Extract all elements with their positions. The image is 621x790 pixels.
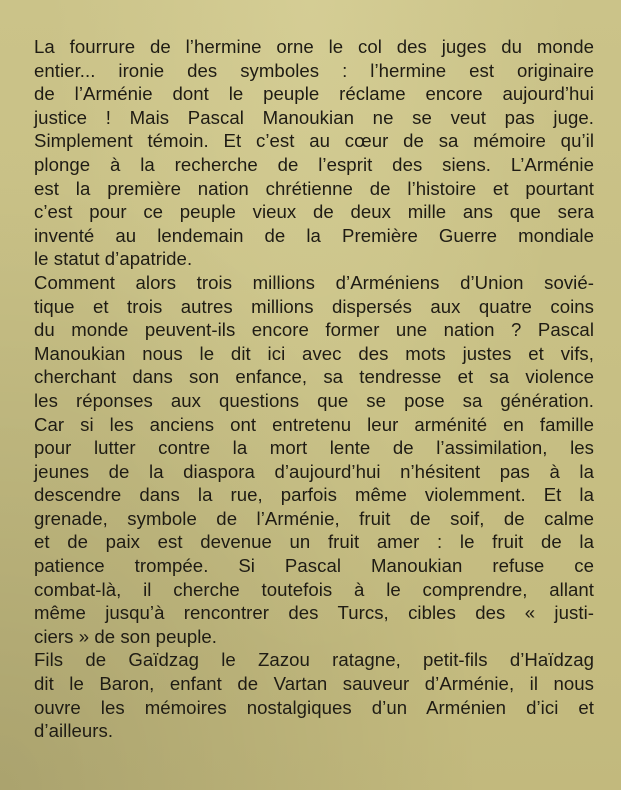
text-line: Manoukian nous le dit ici avec des mots justes et vifs,	[34, 342, 594, 364]
text-line: le statut d’apatride.	[34, 248, 193, 270]
text-line: dit le Baron, enfant de Vartan sauveur d’Arménie, il nous	[34, 673, 594, 695]
text-line: Fils de Gaïdzag le Zazou ratagne, petit-fils d’Haïdzag	[34, 649, 594, 671]
text-line: c’est pour ce peuple vieux de deux mille ans que sera	[34, 201, 594, 223]
text-line: patience trompée. Si Pascal Manoukian refuse ce	[34, 555, 594, 577]
text-line: même jusqu’à rencontrer des Turcs, cibles des « justi-	[34, 602, 594, 624]
text-line: combat-là, il cherche toutefois à le comprendre, allant	[34, 578, 594, 600]
blurb-text	[34, 35, 594, 743]
text-line: jeunes de la diaspora d’aujourd’hui n’hésitent pas à la	[34, 460, 594, 482]
text-line: entier... ironie des symboles : l’hermine est originaire	[34, 59, 594, 81]
text-line: grenade, symbole de l’Arménie, fruit de soif, de calme	[34, 507, 594, 529]
text-line: justice ! Mais Pascal Manoukian ne se veut pas juge.	[34, 106, 594, 128]
text-line: de l’Arménie dont le peuple réclame encore aujourd’hui	[34, 83, 594, 105]
text-line: tique et trois autres millions dispersés aux quatre coins	[34, 295, 594, 317]
text-line: et de paix est devenue un fruit amer : le fruit de la	[34, 531, 594, 553]
text-line: inventé au lendemain de la Première Guerre mondiale	[34, 224, 594, 246]
text-line: Comment alors trois millions d’Arméniens d’Union sovié-	[34, 271, 594, 293]
text-line: Car si les anciens ont entretenu leur arménité en famille	[34, 413, 594, 435]
text-line: d’ailleurs.	[34, 720, 114, 742]
text-line: du monde peuvent-ils encore former une nation ? Pascal	[34, 319, 594, 341]
text-line: Simplement témoin. Et c’est au cœur de sa mémoire qu’il	[34, 130, 594, 152]
text-line: descendre dans la rue, parfois même violemment. Et la	[34, 484, 594, 506]
text-line: les réponses aux questions que se pose sa génération.	[34, 389, 594, 411]
text-line: pour lutter contre la mort lente de l’assimilation, les	[34, 437, 594, 459]
text-line: ouvre les mémoires nostalgiques d’un Arménien d’ici et	[34, 696, 594, 718]
text-line: ciers » de son peuple.	[34, 625, 218, 647]
text-line: La fourrure de l’hermine orne le col des juges du monde	[34, 36, 594, 57]
text-line: est la première nation chrétienne de l’histoire et pourtant	[34, 177, 594, 199]
text-line: cherchant dans son enfance, sa tendresse et sa violence	[34, 366, 594, 388]
text-line: plonge à la recherche de l’esprit des siens. L’Arménie	[34, 153, 594, 175]
